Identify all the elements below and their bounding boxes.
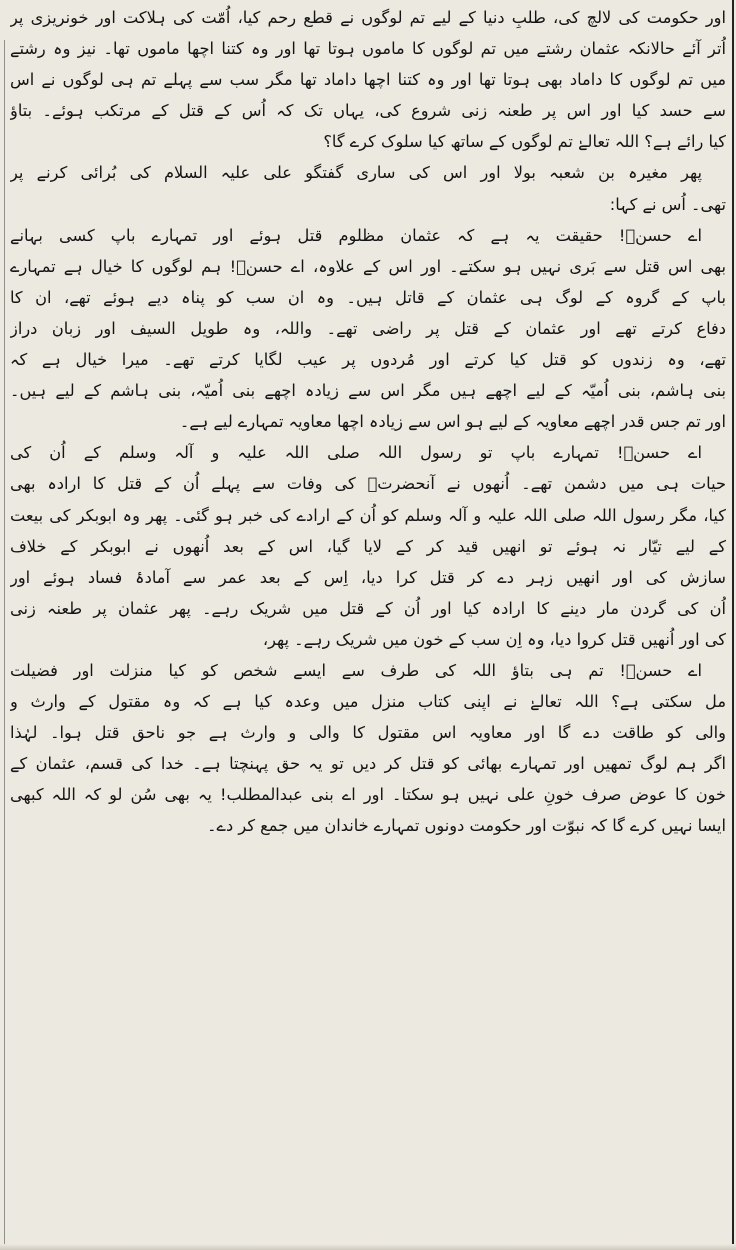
text-line: کی اور اُنھیں قتل کروا دیا، وہ اِن سب کے خون میں شریک رہے۔ پھر، <box>262 629 726 649</box>
text-line: والی کو طاقت دے گا اور معاویہ اس مقتول کا والی و وارث ہے جو ناحق قتل ہوا۔ لہٰذا <box>10 723 726 743</box>
text-line: اور حکومت کی لالچ کی، طلبِ دنیا کے لیے تم لوگوں نے قطع رحم کیا، اُمّت کی ہلاکت اور خونریزی پر <box>10 8 726 27</box>
text-line: ایسا نہیں کرے گا کہ نبوّت اور حکومت دونوں تمہارے خاندان میں جمع کر دے۔ <box>207 816 726 836</box>
text-line: کیا رائے ہے؟ اللہ تعالےٰ تم لوگوں کے ساتھ کیا سلوک کرے گا؟ <box>323 132 726 152</box>
text-line: اگر ہم لوگ تمھیں اور تمہارے بھائی کو قتل کر دیں تو یہ حق پہنچتا ہے۔ خدا کی قسم، عثمان کے <box>10 754 726 774</box>
text-line: مل سکتی ہے؟ اللہ تعالےٰ نے اپنی کتاب منزل میں وعدہ کیا ہے کہ وہ مقتول کے وارث و <box>10 692 726 712</box>
text-line: سازش کی اور انھیں زہر دے کر قتل کرا دیا، اِس کے بعد عمر سے آمادۂ فساد ہوئے اور <box>10 567 726 587</box>
text-line: بنی ہاشم، بنی اُمیّہ کے لیے اچھے ہیں مگر اس سے زیادہ اچھے بنی اُمیّہ، بنی ہاشم کے لیے ہیں۔ <box>10 381 726 401</box>
left-border-line <box>4 40 5 1250</box>
text-line: اے حسنؑ! حقیقت یہ ہے کہ عثمان مظلوم قتل ہوئے اور تمہارے باپ کسی بہانے <box>10 225 702 245</box>
text-line: سے حسد کیا اور اس پر طعنہ زنی شروع کی، یہاں تک کہ اُس کے قتل کے مرتکب ہوئے۔ بتاؤ <box>10 101 726 121</box>
text-line: کیا، مگر رسول اللہ صلی اللہ علیہ و آلہ وسلم کو اُن کے ارادے کی خبر ہو گئی۔ پھر وہ ابوبکر کی بیعت <box>10 505 726 525</box>
text-line: کے لیے تیّار نہ ہوئے تو انھیں قید کر کے لایا گیا، اس کے بعد اُنھوں نے ابوبکر کے خلاف <box>10 536 726 556</box>
page-bottom-edge <box>0 1244 736 1250</box>
text-line: باپ کے گروہ کے لوگ ہی عثمان کے قاتل ہیں۔ وہ ان سب کو پناہ دیے ہوئے تھے، ان کا <box>10 287 726 307</box>
text-line: پھر مغیرہ بن شعبہ بولا اور اس کی ساری گفتگو علی علیہ السلام کی بُرائی کرنے پر <box>10 163 702 183</box>
text-line: دفاع کرتے تھے اور عثمان کے قتل پر راضی تھے۔ واللہ، وہ طویل السیف اور زبان دراز <box>10 318 726 338</box>
text-line: بھی اس قتل سے بَری نہیں ہو سکتے۔ اور اس کے علاوہ، اے حسنؑ! ہم لوگوں کا خیال ہے تمہارے <box>10 256 726 276</box>
text-line: اے حسنؑ! تمہارے باپ تو رسول اللہ صلی اللہ علیہ و آلہ وسلم کے اُن کی <box>10 443 702 463</box>
text-line: اُن کی گردن مار دینے کا ارادہ کیا اور اُن کے قتل میں شریک رہے۔ پھر عثمان پر طعنہ زنی <box>10 598 726 618</box>
text-line: میں تم لوگوں کا داماد بھی ہوتا تھا اور وہ کتنا اچھا داماد تھا مگر سب سے پہلے تم ہی لوگوں نے اس <box>10 70 726 90</box>
text-line: خون کا عوض صرف خونِ علی نہیں ہو سکتا۔ اور اے بنی عبدالمطلب! یہ بھی سُن لو کہ اللہ کبھی <box>10 785 726 805</box>
text-line: اور تم جس قدر اچھے معاویہ کے لیے ہو اس سے زیادہ اچھا معاویہ تمہارے لیے ہے۔ <box>179 412 726 432</box>
text-line: اے حسنؑ! تم ہی بتاؤ اللہ کی طرف سے ایسے شخص کو کیا منزلت اور فضیلت <box>10 660 702 680</box>
text-line: تھی۔ اُس نے کہا: <box>609 194 726 214</box>
urdu-text-body <box>10 2 726 842</box>
text-line: حیات ہی میں دشمن تھے۔ اُنھوں نے آنحضرتؐ کی وفات سے پہلے اُن کے قتل کا ارادہ بھی <box>10 474 726 494</box>
text-line: اُتر آئے حالانکہ عثمان رشتے میں تم لوگوں کا ماموں ہوتا تھا اور وہ کتنا اچھا ماموں تھا۔ نیز وہ رشتے <box>10 39 726 59</box>
right-border-line <box>732 0 734 1250</box>
text-line: تھے، وہ زندوں کو قتل کیا کرتے اور مُردوں پر عیب لگایا کرتے تھے۔ میرا خیال ہے کہ <box>10 350 726 370</box>
